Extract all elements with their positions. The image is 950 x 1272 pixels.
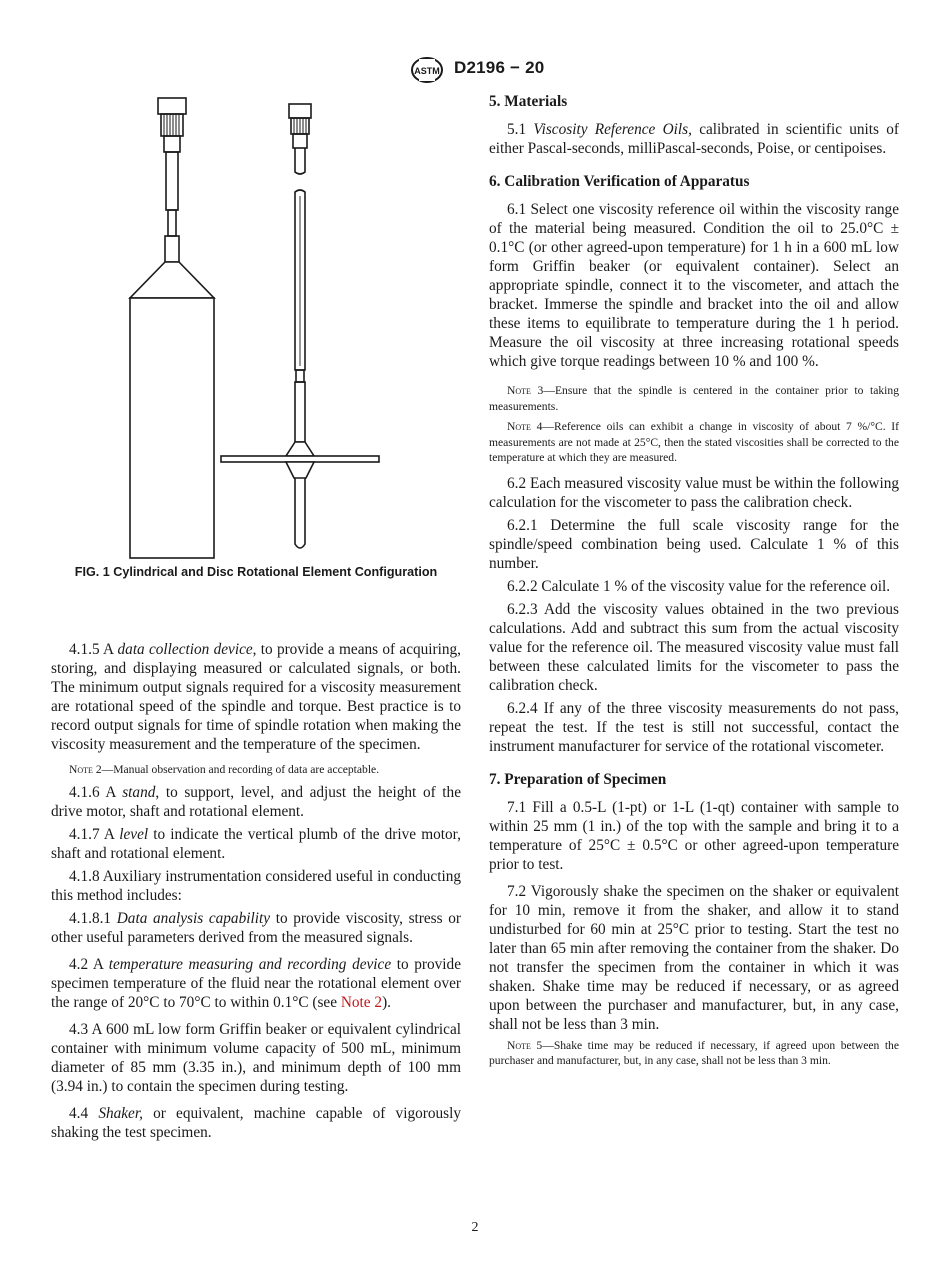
section-6-heading: 6. Calibration Verification of Apparatus	[489, 173, 750, 190]
note-5: Note 5—Shake time may be reduced if necessary, if agreed upon between the purchaser and manufacturer, but, in any case, shall not be less than 3 min.	[489, 1038, 899, 1067]
cylindrical-element	[130, 98, 214, 558]
paragraph-4-2: 4.2 A temperature measuring and recording device to provide specimen temperature of the fluid near the rotational element over the range of 20°C to 70°C to within 0.1°C (see Note 2).	[51, 955, 461, 1011]
paragraph-4-1-8: 4.1.8 Auxiliary instrumentation considered useful in conducting this method includes:	[51, 867, 461, 904]
paragraph-7-1: 7.1 Fill a 0.5-L (1-pt) or 1-L (1-qt) container with sample to within 25 mm (1 in.) of the top with the sample and bring it to a temperature of 25°C ± 0.5°C or other agreed-upon temperature prior to test.	[489, 798, 899, 873]
page-header	[0, 56, 950, 84]
paragraph-4-1-7: 4.1.7 A level to indicate the vertical plumb of the drive motor, shaft and rotational element.	[51, 825, 461, 862]
paragraph-7-2: 7.2 Vigorously shake the specimen on the shaker or equivalent for 10 min, remove it from the shaker, and allow it to stand undisturbed for 60 min at 25°C prior to testing. Start the test no later than 65 min after removing the container from the shaker. Do not transfer the specimen from the container in which it was shaken. Shake time may be reduced if necessary, or as agreed upon between the purchaser and manufacturer, but, in any case, shall not be less than 3 min.	[489, 882, 899, 1033]
paragraph-6-2-3: 6.2.3 Add the viscosity values obtained in the two previous calculations. Add and subtract this sum from the actual viscosity value for the reference oil. The measured viscosity value must fall between these calculated limits for the viscometer to pass the calibration check.	[489, 600, 899, 694]
paragraph-4-1-8-1: 4.1.8.1 Data analysis capability to provide viscosity, stress or other useful parameters derived from the measured signals.	[51, 909, 462, 946]
paragraph-4-3: 4.3 A 600 mL low form Griffin beaker or equivalent cylindrical container with minimum volume capacity of 500 mL, minimum diameter of 85 mm (3.35 in.), and minimum depth of 100 mm (3.94 in.) to contain the specimen during testing.	[51, 1020, 461, 1095]
paragraph-5-1: 5.1 Viscosity Reference Oils, calibrated in scientific units of either Pascal-seconds, milliPascal-seconds, Poise, or centipoises.	[489, 121, 900, 157]
paragraph-6-2-1: 6.2.1 Determine the full scale viscosity range for the spindle/speed combination being used. Calculate 1 % of this number.	[489, 516, 899, 572]
astm-logo-icon	[410, 56, 444, 84]
paragraph-6-2-2: 6.2.2 Calculate 1 % of the viscosity value for the reference oil.	[507, 577, 891, 595]
note-2-link[interactable]: Note 2	[340, 993, 383, 1011]
note-2: Note 2—Manual observation and recording of data are acceptable.	[69, 763, 380, 776]
paragraph-4-1-5: 4.1.5 A data collection device, to provide a means of acquiring, storing, and displaying measured or calculated signals, or both. The minimum output signals required for a viscosity measurement are rotational speed of the spindle and torque. Best practice is to record output signals for time of spindle rotation when making the viscosity measurement and the temperature of the specimen.	[51, 641, 461, 753]
disc-element	[221, 104, 379, 548]
section-7-heading: 7. Preparation of Specimen	[489, 770, 667, 788]
figure-1-drawing	[100, 96, 450, 562]
paragraph-4-4: 4.4 Shaker, or equivalent, machine capable of vigorously shaking the test specimen.	[51, 1104, 461, 1141]
paragraph-4-1-6: 4.1.6 A stand, to support, level, and adjust the height of the drive motor, shaft and rotational element.	[51, 783, 461, 820]
note-4: Note 4—Reference oils can exhibit a change in viscosity of about 7 %/°C. If measurements are not made at 25°C, then the stated viscosities shall be corrected to the temperature at which they are measured.	[489, 420, 899, 464]
section-5-heading: 5. Materials	[489, 93, 568, 110]
paragraph-6-2: 6.2 Each measured viscosity value must be within the following calculation for the viscometer to pass the calibration check.	[489, 474, 899, 511]
logo-text: ASTM	[414, 66, 440, 76]
page-number: 2	[471, 1220, 479, 1235]
note-3: Note 3—Ensure that the spindle is centered in the container prior to taking measurements.	[489, 384, 899, 413]
paragraph-6-2-4: 6.2.4 If any of the three viscosity measurements do not pass, repeat the test. If the test is still not successful, contact the instrument manufacturer for service of the rotational viscometer.	[489, 699, 899, 755]
figure-caption: FIG. 1 Cylindrical and Disc Rotational Element Configuration	[74, 565, 438, 579]
paragraph-6-1: 6.1 Select one viscosity reference oil within the viscosity range of the material being measured. Condition the oil to 25.0°C ± 0.1°C (or other agreed-upon temperature) for 1 h in a 600 mL low form Griffin beaker (or equivalent container). Select an appropriate spindle, connect it to the viscometer, and attach the bracket. Immerse the spindle and bracket into the oil and allow these items to equilibrate to temperature during the 1 h period. Measure the oil viscosity at three increasing rotational speeds which give torque readings between 10 % and 100 %.	[489, 201, 899, 370]
right-column	[489, 92, 899, 1074]
document-designation: D2196 − 20	[454, 58, 545, 77]
left-column	[51, 640, 461, 1150]
